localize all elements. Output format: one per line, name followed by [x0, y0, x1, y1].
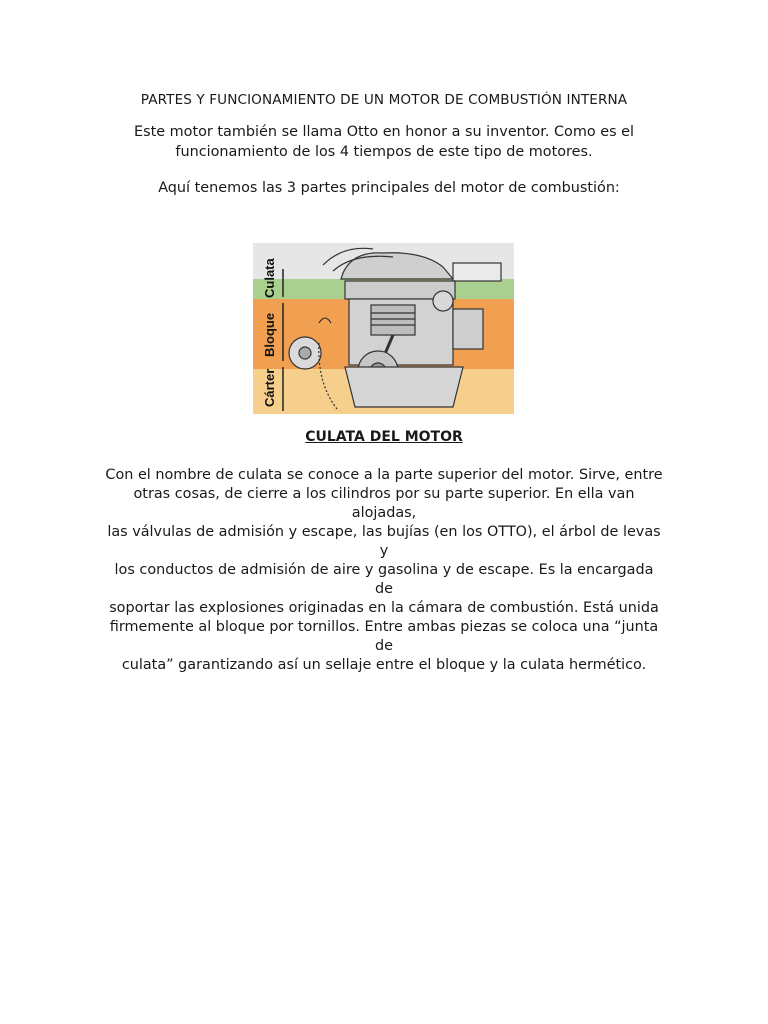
paragraph-line: los conductos de admisión de aire y gasolina y de escape. Es la encargada de	[114, 562, 654, 597]
bloque-label: Bloque	[262, 312, 277, 357]
paragraph-line: Con el nombre de culata se conoce a la parte superior del motor. Sirve, entre	[105, 467, 663, 483]
paragraph-line: las válvulas de admisión y escape, las bujías (en los OTTO), el árbol de levas y	[107, 524, 661, 559]
culata-paragraph	[104, 466, 664, 675]
paragraph-line: soportar las explosiones originadas en la cámara de combustión. Está unida	[109, 600, 659, 616]
engine-parts-figure	[253, 243, 514, 414]
intro-paragraph	[104, 122, 664, 162]
paragraph-line: otras cosas, de cierre a los cilindros por su parte superior. En ella van alojadas,	[133, 486, 635, 521]
parts-intro-text: Aquí tenemos las 3 partes principales del motor de combustión:	[158, 180, 620, 196]
paragraph-line: culata” garantizando así un sellaje entre el bloque y la culata hermético.	[121, 657, 647, 673]
paragraph-line: firmemente al bloque por tornillos. Entre ambas piezas se coloca una “junta de	[109, 619, 659, 654]
intro-line: Este motor también se llama Otto en honor a su inventor. Como es el	[133, 124, 635, 140]
intro-line: funcionamiento de los 4 tiempos de este tipo de motores.	[175, 144, 593, 160]
document-title: PARTES Y FUNCIONAMIENTO DE UN MOTOR DE COMBUSTIÓN INTERNA	[140, 92, 628, 108]
engine-diagram	[253, 243, 514, 414]
carter-label: Cárter	[262, 368, 277, 407]
section-heading: CULATA DEL MOTOR	[305, 429, 463, 445]
culata-label: Culata	[262, 258, 277, 298]
